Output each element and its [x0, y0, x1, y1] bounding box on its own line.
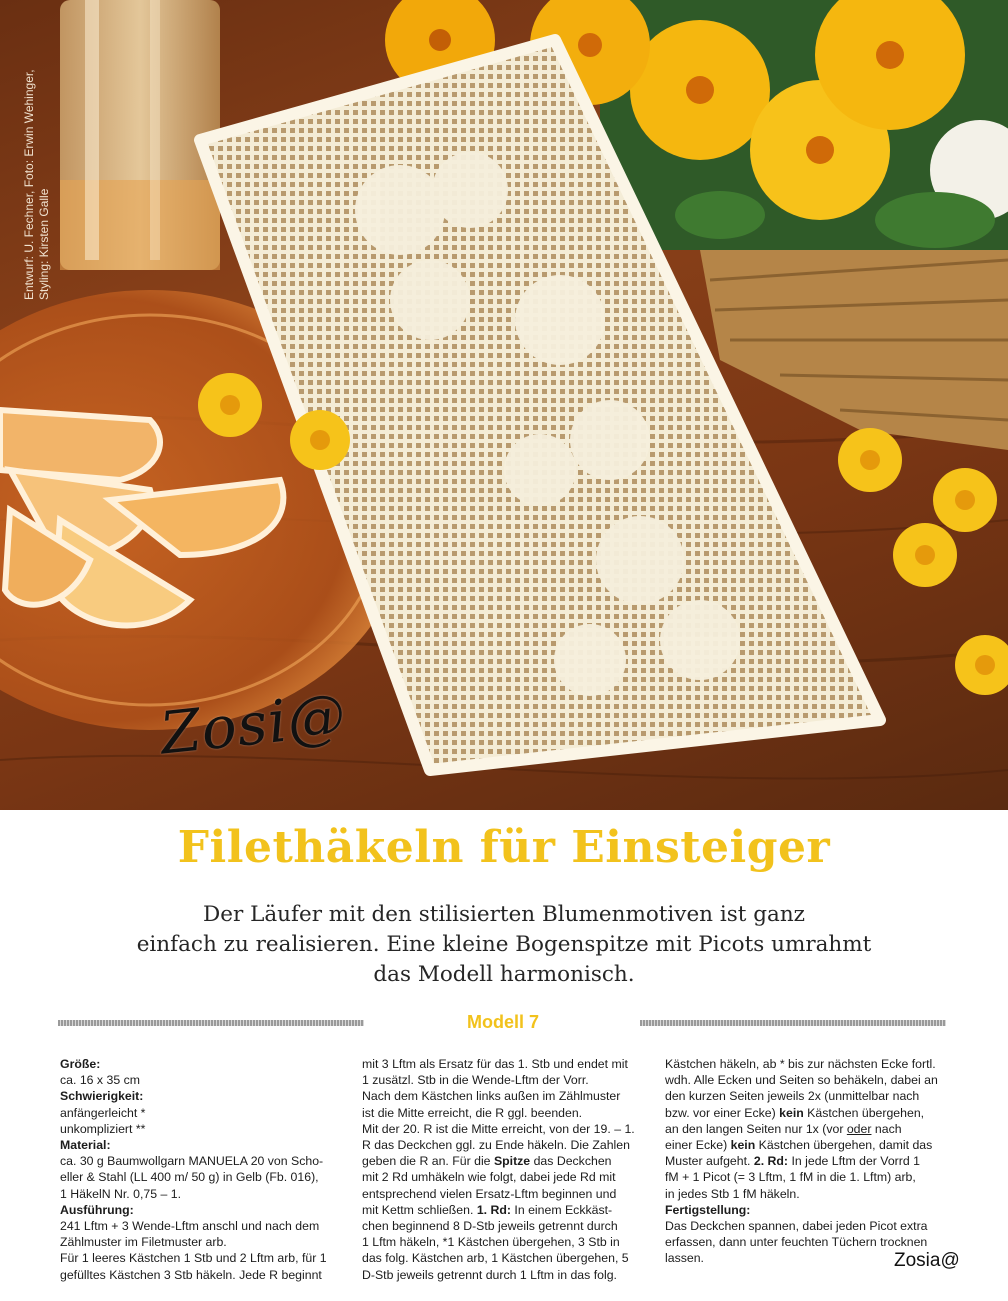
text-line: D-Stb jeweils getrennt durch 1 Lftm in das folg. — [362, 1267, 617, 1282]
text-run: In einem Eckkäst- — [510, 1202, 613, 1217]
difficulty-heading: Schwierigkeit: — [60, 1089, 144, 1104]
bold-term: 1. Rd: — [476, 1202, 511, 1217]
text-run: an den langen Seiten nur 1x (vor — [665, 1121, 847, 1136]
bold-term: kein — [779, 1105, 804, 1120]
wicker-basket-icon — [700, 230, 1008, 450]
text-line — [362, 1202, 644, 1218]
photo-credit-line: Entwurf: U. Fechner, Foto: Erwin Wehinger, — [22, 69, 36, 300]
bold-term: kein — [730, 1138, 756, 1153]
text-line: fM + 1 Picot (= 3 Lftm, 1 fM in die 1. Lftm) arb, — [665, 1170, 916, 1185]
article-title: Filethäkeln für Einsteiger — [177, 822, 831, 873]
divider-right — [640, 1020, 946, 1026]
text-line: 1 zusätzl. Stb in die Wende-Lftm der Vorr. — [362, 1073, 589, 1088]
text-line: Nach dem Kästchen links außen im Zählmuster — [362, 1089, 621, 1104]
text-line — [665, 1153, 947, 1169]
divider-left — [58, 1020, 364, 1026]
text-line: Kästchen häkeln, ab * bis zur nächsten Ecke fortl. — [665, 1057, 936, 1071]
text-run: Kästchen übergehen, — [803, 1105, 925, 1120]
text-line: in jedes Stb 1 fM häkeln. — [665, 1186, 800, 1201]
intro-line: das Modell harmonisch. — [373, 962, 635, 987]
text-line: Mit der 20. R ist die Mitte erreicht, von der 19. – 1. — [362, 1121, 635, 1136]
text-line — [665, 1105, 947, 1121]
bold-term: 2. Rd: — [753, 1154, 789, 1169]
text-run: bzw. vor einer Ecke) — [665, 1105, 780, 1120]
size-value: ca. 16 x 35 cm — [60, 1073, 140, 1088]
material-line: eller & Stahl (LL 400 m/ 50 g) in Gelb (Fb. 016), — [60, 1170, 319, 1185]
text-line: lassen. — [665, 1251, 704, 1266]
text-line: den kurzen Seiten jeweils 2x (unmittelbar nach — [665, 1089, 920, 1104]
photo-credit-line: Styling: Kirsten Galle — [37, 188, 51, 300]
text-run: nach — [871, 1121, 902, 1136]
instructions-column-2 — [362, 1056, 644, 1283]
text-line — [665, 1121, 947, 1137]
difficulty-value: unkompliziert ** — [60, 1121, 146, 1136]
execution-heading: Ausführung: — [60, 1202, 134, 1217]
underlined-term: oder — [846, 1121, 872, 1136]
text-line — [665, 1137, 947, 1153]
text-line — [362, 1153, 644, 1169]
instructions-column-1 — [60, 1056, 350, 1283]
material-heading: Material: — [60, 1138, 111, 1153]
material-line: ca. 30 g Baumwollgarn MANUELA 20 von Scho- — [60, 1154, 324, 1169]
model-label: Modell 7 — [466, 1012, 539, 1032]
size-heading: Größe: — [60, 1057, 101, 1071]
photo-credit — [22, 0, 52, 300]
text-line: wdh. Alle Ecken und Seiten so behäkeln, dabei an — [665, 1073, 938, 1088]
execution-line: Zählmuster im Filetmuster arb. — [60, 1235, 227, 1250]
text-line: mit 2 Rd umhäkeln wie folgt, dabei jede Rd mit — [362, 1170, 616, 1185]
signature-text: Zosia@ — [894, 1250, 960, 1271]
intro-line: Der Läufer mit den stilisierten Blumenmotiven ist ganz — [203, 902, 805, 927]
text-line: ist die Mitte erreicht, die R ggl. beenden. — [362, 1105, 583, 1120]
intro-line: einfach zu realisieren. Eine kleine Bogenspitze mit Picots umrahmt — [136, 932, 872, 957]
execution-line: Für 1 leeres Kästchen 1 Stb und 2 Lftm arb, für 1 — [60, 1251, 327, 1266]
difficulty-value: anfängerleicht * — [60, 1105, 146, 1120]
text-line: R das Deckchen ggl. zu Ende häkeln. Die Zahlen — [362, 1138, 630, 1153]
text-run: geben die R an. Für die — [362, 1154, 494, 1169]
execution-line: gefülltes Kästchen 3 Stb häkeln. Jede R beginnt — [60, 1267, 322, 1282]
material-line: 1 HäkelN Nr. 0,75 – 1. — [60, 1186, 181, 1201]
finishing-heading: Fertigstellung: — [665, 1202, 751, 1217]
article-intro — [40, 900, 968, 990]
glass-icon — [60, 0, 220, 270]
execution-line: 241 Lftm + 3 Wende-Lftm anschl und nach dem — [60, 1219, 320, 1234]
instructions-column-3 — [665, 1056, 947, 1267]
text-line: chen beginnend 8 D-Stb jeweils getrennt durch — [362, 1219, 618, 1234]
text-line: 1 Lftm häkeln, *1 Kästchen übergehen, 3 Stb in — [362, 1235, 620, 1250]
text-run: Kästchen übergehen, damit das — [755, 1138, 933, 1153]
text-run: einer Ecke) — [665, 1138, 731, 1153]
text-line: erfassen, dann unter feuchten Tüchern trocknen — [665, 1235, 928, 1250]
watermark-text: Zosi@ — [156, 680, 350, 768]
text-line: entsprechend vielen Ersatz-Lftm beginnen und — [362, 1186, 617, 1201]
text-run: das Deckchen — [530, 1154, 612, 1169]
text-run: In jede Lftm der Vorrd 1 — [788, 1154, 920, 1169]
text-line: das folg. Kästchen arb, 1 Kästchen übergehen, 5 — [362, 1251, 629, 1266]
text-line: Das Deckchen spannen, dabei jeden Picot extra — [665, 1219, 928, 1234]
text-run: Muster aufgeht. — [665, 1154, 754, 1169]
bold-term: Spitze — [493, 1154, 531, 1169]
text-run: mit Kettm schließen. — [362, 1202, 477, 1217]
text-line: mit 3 Lftm als Ersatz für das 1. Stb und endet mit — [362, 1057, 628, 1071]
